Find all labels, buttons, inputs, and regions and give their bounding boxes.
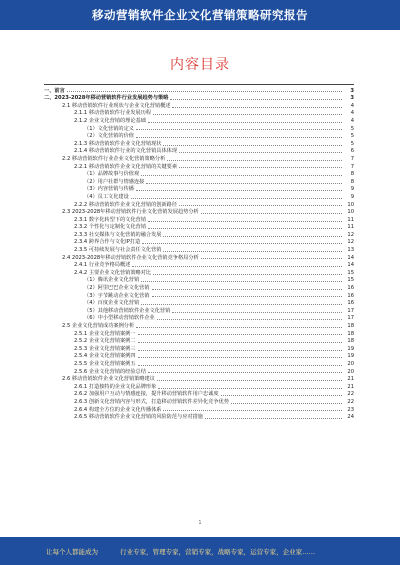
toc-entry[interactable] <box>44 382 354 390</box>
toc-entry-label: 2.5.2 企业文化营销案例二 <box>74 338 136 345</box>
toc-leader-dots <box>141 303 342 305</box>
toc-entry-page: 21 <box>347 376 354 383</box>
toc-entry-label: （2）文化营销的价值 <box>84 133 134 140</box>
toc-entry-page: 10 <box>347 201 354 208</box>
toc-entry-page: 21 <box>347 383 354 390</box>
toc-leader-dots <box>221 394 342 396</box>
toc-entry-label: 2.6.1 打造独特的企业文化品牌形象 <box>74 383 157 390</box>
toc-entry-page: 20 <box>347 360 354 367</box>
toc-entry[interactable] <box>44 405 354 413</box>
toc-leader-dots <box>201 257 342 259</box>
toc-entry[interactable] <box>44 344 354 352</box>
toc-entry-label: 2.2 移动营销软件行业企业文化营销策略分析 <box>62 155 166 162</box>
toc-entry[interactable] <box>44 109 354 117</box>
toc-entry[interactable] <box>44 215 354 223</box>
page-number: 1 <box>198 520 202 526</box>
toc-entry-label: 2.1 移动营销软件行业现状与企业文化营销概述 <box>62 102 171 109</box>
toc-entry[interactable] <box>44 162 354 170</box>
toc-entry-label: 2.3.3 社交媒体与文化营销的融合发展 <box>74 231 162 238</box>
toc-entry[interactable] <box>44 154 354 162</box>
toc-entry[interactable] <box>44 413 354 421</box>
toc-entry-label: 2.5.6 企业文化营销的经验总结 <box>74 368 146 375</box>
toc-entry-page: 18 <box>347 330 354 337</box>
toc-entry-label: 2.3.1 数字化转型下的文化营销 <box>74 216 146 223</box>
toc-leader-dots <box>148 220 342 222</box>
toc-entry[interactable] <box>44 397 354 405</box>
toc-leader-dots <box>146 182 342 184</box>
toc-leader-dots <box>136 136 342 138</box>
footer-slogan-tail: 行业专家，管理专家，营销专家，战略专家，运营专家，企业家…… <box>120 547 316 556</box>
toc-entry[interactable] <box>44 291 354 299</box>
toc-entry[interactable] <box>44 359 354 367</box>
toc-entry-page: 4 <box>350 110 354 117</box>
toc-leader-dots <box>141 280 342 282</box>
toc-entry-label: 2.4.1 行业竞争格局概述 <box>74 262 131 269</box>
toc-entry-page: 18 <box>347 323 354 329</box>
toc-entry[interactable] <box>44 139 354 147</box>
toc-leader-dots <box>138 341 342 343</box>
toc-entry[interactable] <box>44 253 354 261</box>
toc-entry-page: 11 <box>347 216 354 223</box>
report-header <box>0 0 400 30</box>
toc-leader-dots <box>179 204 342 206</box>
toc-entry-label: 2.6.2 加强用户互动与情感连接，提升移动营销软件用户忠诚度 <box>74 391 219 398</box>
toc-leader-dots <box>167 159 342 161</box>
toc-entry-label: 2.2.2 移动营销软件企业文化营销的创新路径 <box>74 201 178 208</box>
report-title: 移动营销软件企业文化营销策略研究报告 <box>92 8 308 22</box>
toc-entry-label: 2.4.2 主要企业文化营销策略对比 <box>74 269 152 276</box>
toc-leader-dots <box>172 106 342 108</box>
toc-leader-dots <box>136 189 342 191</box>
toc-entry-label: （5）其他移动营销软件企业文化营销 <box>84 307 171 314</box>
toc-entry[interactable] <box>44 321 354 329</box>
toc-entry-page: 9 <box>350 193 354 200</box>
toc-entry-page: 19 <box>347 345 354 352</box>
toc-entry-label: （1）文化营销的定义 <box>84 125 134 132</box>
toc-leader-dots <box>141 174 342 176</box>
toc-leader-dots <box>153 113 342 115</box>
toc-entry-page: 3 <box>350 95 354 102</box>
toc-entry-label: （1）腾讯企业文化营销 <box>84 277 140 284</box>
toc-leader-dots <box>136 326 342 328</box>
toc-leader-dots <box>148 227 342 229</box>
toc-entry[interactable] <box>44 124 354 132</box>
toc-leader-dots <box>138 364 342 366</box>
toc-entry-page: 15 <box>347 269 354 276</box>
toc-entry-page: 6 <box>350 148 354 155</box>
toc-entry-label: 2.2.1 移动营销软件企业文化营销的关键要素 <box>74 163 178 170</box>
toc-entry[interactable] <box>44 192 354 200</box>
toc-entry-page: 8 <box>350 178 354 185</box>
toc-leader-dots <box>163 235 342 237</box>
toc-entry[interactable] <box>44 261 354 269</box>
toc-entry-label: （1）品牌故事与价值观 <box>84 171 140 178</box>
toc-leader-dots <box>163 250 342 252</box>
toc-entry[interactable] <box>44 177 354 185</box>
toc-entry-page: 11 <box>347 224 354 231</box>
toc-leader-dots <box>132 265 342 267</box>
toc-entry[interactable] <box>44 268 354 276</box>
toc-entry-label: 一、前言 <box>44 87 65 94</box>
toc-entry[interactable] <box>44 352 354 360</box>
toc-heading: 内容目录 <box>170 57 230 73</box>
toc-entry[interactable] <box>44 185 354 193</box>
toc-entry-label: 2.5.4 企业文化营销案例四 <box>74 353 136 360</box>
toc-leader-dots <box>148 121 342 123</box>
toc-entry-label: 2.5.5 企业文化营销案例五 <box>74 360 136 367</box>
toc-entry-label: 2.3 2023-2028年移动营销软件行业文化营销发展趋势分析 <box>62 209 199 216</box>
toc-entry-label: 2.6.5 移动营销软件企业文化营销的风险防范与应对措施 <box>74 414 203 421</box>
toc-leader-dots <box>157 318 342 320</box>
toc-entry-page: 7 <box>350 155 354 162</box>
toc-entry[interactable] <box>44 276 354 284</box>
toc-leader-dots <box>138 356 342 358</box>
toc-entry[interactable] <box>44 390 354 398</box>
toc-entry-page: 4 <box>350 117 354 124</box>
toc-entry[interactable] <box>44 283 354 291</box>
toc-entry[interactable] <box>44 132 354 140</box>
report-footer <box>0 537 400 565</box>
toc-leader-dots <box>201 212 342 214</box>
toc-entry-label: （4）百度企业文化营销 <box>84 300 140 307</box>
toc-leader-dots <box>138 333 342 335</box>
toc-entry-label: 2.6 移动营销软件企业文化营销策略建议 <box>62 376 155 383</box>
toc-entry-page: 16 <box>347 300 354 307</box>
toc-entry-label: 2.5.3 企业文化营销案例三 <box>74 345 136 352</box>
toc-entry-label: 2.1.2 企业文化营销的理论基础 <box>74 117 146 124</box>
toc-entry-page: 18 <box>347 338 354 345</box>
toc-entry[interactable] <box>44 116 354 124</box>
toc-entry-page: 24 <box>347 414 354 421</box>
toc-entry-page: 3 <box>350 87 354 94</box>
toc-entry-page: 17 <box>347 307 354 314</box>
toc-entry-page: 22 <box>347 398 354 405</box>
toc-leader-dots <box>179 166 342 168</box>
toc-entry-page: 9 <box>350 186 354 193</box>
toc-entry[interactable] <box>44 245 354 253</box>
toc-leader-dots <box>152 288 342 290</box>
toc-entry-label: 2.3.2 个性化与定制化文化营销 <box>74 224 146 231</box>
toc-entry[interactable] <box>44 170 354 178</box>
footer-slogan-lead: 让每个人都能成为 <box>46 547 98 556</box>
toc-leader-dots <box>157 379 342 381</box>
toc-entry-page: 14 <box>347 262 354 269</box>
toc-entry-page: 17 <box>347 315 354 322</box>
toc-leader-dots <box>163 144 342 146</box>
toc-entry-label: 2.5 企业文化营销成功案例分析 <box>62 323 135 329</box>
toc-leader-dots <box>131 197 342 199</box>
toc-entry[interactable] <box>44 147 354 155</box>
toc-entry-page: 19 <box>347 353 354 360</box>
toc-entry-label: （4）员工文化建设 <box>84 193 129 200</box>
toc-entry[interactable] <box>44 314 354 322</box>
toc-entry-label: （2）阿里巴巴企业文化营销 <box>84 285 150 292</box>
toc-entry-page: 16 <box>347 292 354 299</box>
toc-entry[interactable] <box>44 86 354 94</box>
toc-leader-dots <box>172 311 342 313</box>
toc-entry[interactable] <box>44 230 354 238</box>
toc-entry-page: 16 <box>347 285 354 292</box>
toc-leader-dots <box>136 128 342 130</box>
toc-leader-dots <box>138 349 342 351</box>
toc-entry-label: 二、2023-2028年移动营销软件行业发展趋势与策略 <box>44 95 169 102</box>
toc-entry-page: 10 <box>347 209 354 216</box>
toc-entry-label: （6）中小型移动营销软件企业 <box>84 315 155 322</box>
toc-entry[interactable] <box>44 223 354 231</box>
toc-entry-page: 12 <box>347 231 354 238</box>
toc-leader-dots <box>179 151 342 153</box>
toc-entry-label: 2.5.1 企业文化营销案例一 <box>74 330 136 337</box>
toc-leader-dots <box>67 90 342 92</box>
toc-entry-page: 13 <box>347 247 354 254</box>
toc-entry-page: 15 <box>347 277 354 284</box>
toc-entry-page: 23 <box>347 406 354 413</box>
table-of-contents <box>44 86 354 420</box>
toc-entry-label: （3）字节跳动企业文化营销 <box>84 292 150 299</box>
toc-entry[interactable] <box>44 329 354 337</box>
toc-entry-label: 2.3.5 可持续发展与社会责任文化营销 <box>74 247 162 254</box>
toc-leader-dots <box>205 417 342 419</box>
toc-entry-label: 2.3.4 跨界合作与文化IP打造 <box>74 239 141 246</box>
toc-entry[interactable] <box>44 299 354 307</box>
toc-entry-label: 2.6.4 构建全方位的企业文化传播体系 <box>74 406 162 413</box>
toc-entry-label: 2.4 2023-2028年移动营销软件企业文化营销竞争格局分析 <box>62 254 199 261</box>
toc-entry-label: 2.1.1 移动营销软件行业发展历程 <box>74 110 152 117</box>
toc-entry-page: 14 <box>347 254 354 261</box>
toc-entry[interactable] <box>44 375 354 383</box>
toc-entry-page: 5 <box>350 140 354 147</box>
toc-entry-label: 2.6.3 创新文化营销内容与形式，打造移动营销软件差异化竞争优势 <box>74 398 229 405</box>
toc-leader-dots <box>148 371 342 373</box>
toc-entry-label: （2）用户社群与情感连接 <box>84 178 145 185</box>
toc-entry-page: 4 <box>350 102 354 109</box>
toc-entry-page: 12 <box>347 239 354 246</box>
toc-leader-dots <box>170 98 342 100</box>
toc-entry[interactable] <box>44 200 354 208</box>
toc-entry[interactable] <box>44 94 354 102</box>
toc-leader-dots <box>142 242 342 244</box>
toc-entry-label: （3）内容营销与传播 <box>84 186 134 193</box>
toc-entry-page: 8 <box>350 171 354 178</box>
toc-entry[interactable] <box>44 208 354 216</box>
toc-entry-page: 20 <box>347 368 354 375</box>
toc-entry[interactable] <box>44 337 354 345</box>
toc-leader-dots <box>152 295 342 297</box>
toc-entry-label: 2.1.3 移动营销软件企业文化营销现状 <box>74 140 162 147</box>
toc-entry[interactable] <box>44 238 354 246</box>
toc-entry-page: 22 <box>347 391 354 398</box>
toc-entry[interactable] <box>44 306 354 314</box>
toc-entry-label: 2.1.4 移动营销软件行业的文化营销具体体现 <box>74 148 178 155</box>
toc-leader-dots <box>231 402 342 404</box>
toc-entry-page: 5 <box>350 125 354 132</box>
footer-slogan <box>0 547 315 556</box>
toc-leader-dots <box>153 273 342 275</box>
toc-leader-dots <box>158 387 342 389</box>
toc-entry-page: 7 <box>350 163 354 170</box>
toc-entry[interactable] <box>44 367 354 375</box>
toc-entry-page: 5 <box>350 133 354 140</box>
toc-top-rule <box>44 84 354 85</box>
toc-leader-dots <box>163 409 342 411</box>
toc-entry[interactable] <box>44 101 354 109</box>
